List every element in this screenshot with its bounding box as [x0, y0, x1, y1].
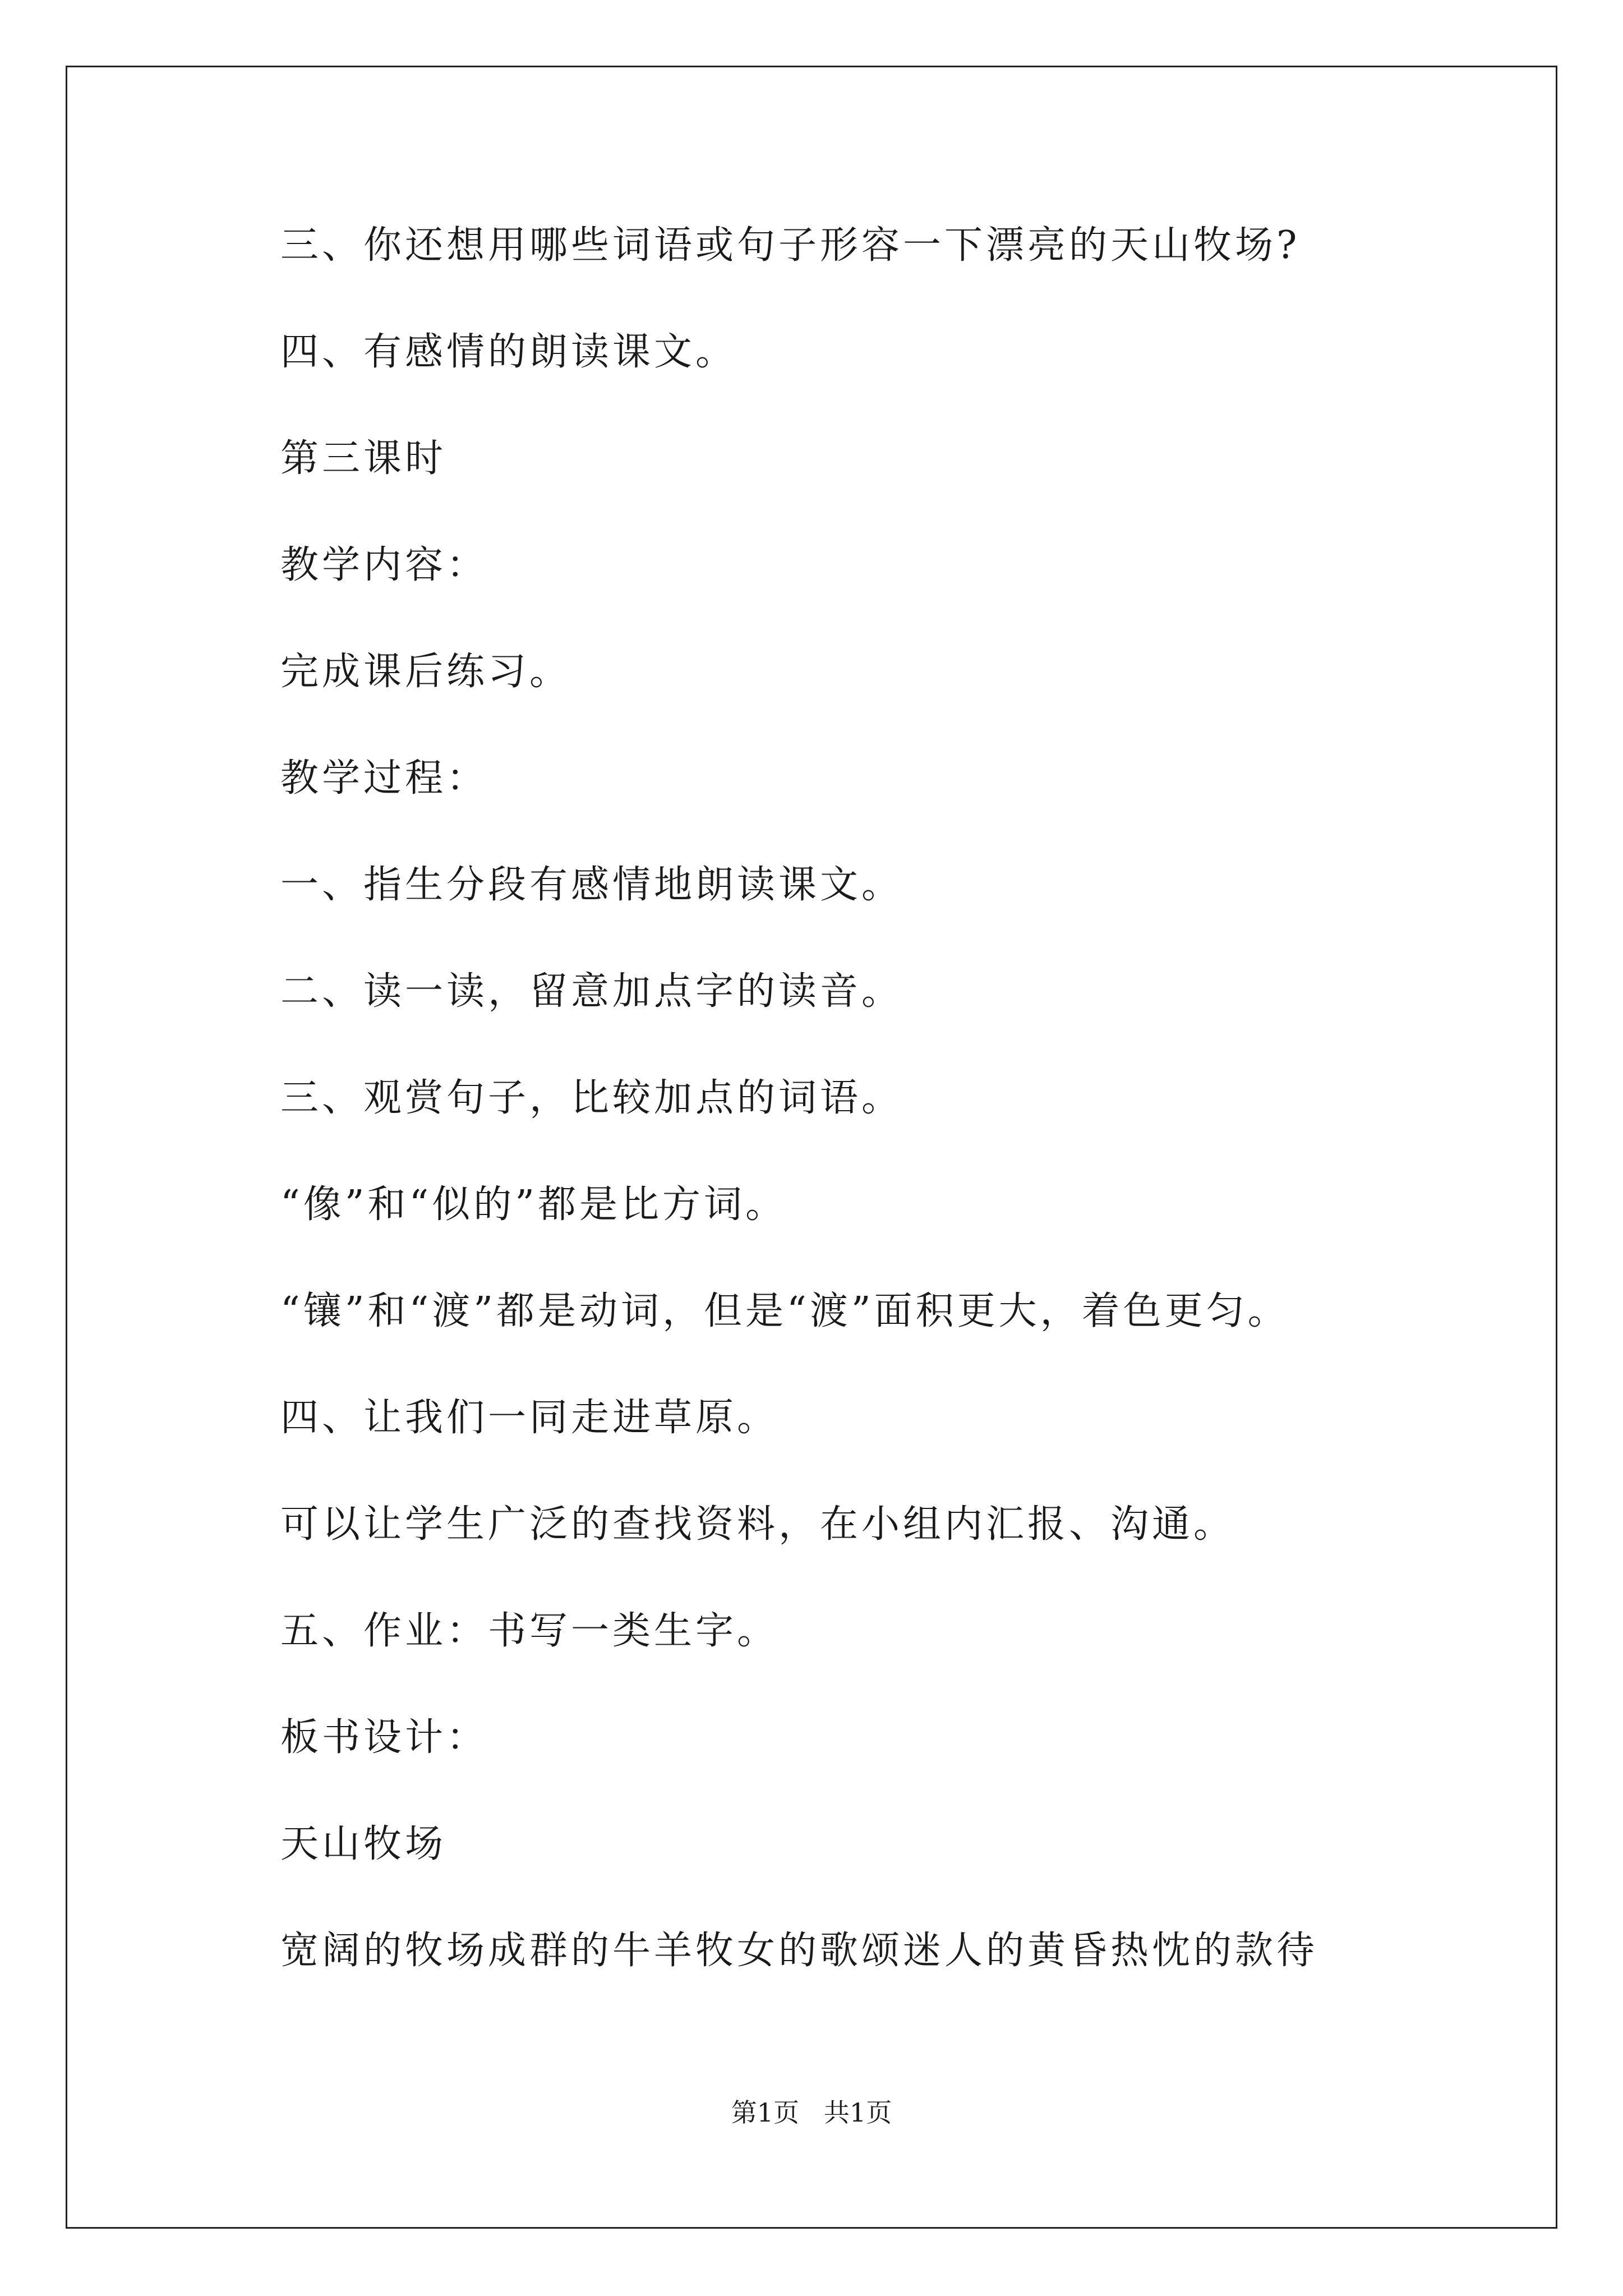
paragraph: 教学内容：: [280, 543, 488, 587]
paragraph: 五、作业：书写一类生字。: [280, 1609, 779, 1653]
paragraph: “镶”和“渡”都是动词，但是“渡”面积更大，着色更匀。: [280, 1289, 1289, 1333]
paragraph: 完成课后练习。: [280, 650, 571, 694]
paragraph: “像”和“似的”都是比方词。: [280, 1182, 787, 1227]
paragraph: 天山牧场: [280, 1822, 447, 1866]
paragraph: 四、让我们一同走进草原。: [280, 1396, 779, 1440]
paragraph: 教学过程：: [280, 756, 488, 800]
paragraph: 四、有感情的朗读课文。: [280, 330, 737, 374]
page-footer: 第1页 共1页: [731, 2097, 892, 2128]
section-heading: 第三课时: [280, 436, 447, 481]
paragraph: 一、指生分段有感情地朗读课文。: [280, 863, 903, 907]
paragraph: 宽阔的牧场成群的牛羊牧女的歌颂迷人的黄昏热忱的款待: [280, 1929, 1318, 1973]
paragraph: 二、读一读，留意加点字的读音。: [280, 969, 903, 1014]
paragraph: 板书设计：: [280, 1715, 488, 1760]
document-body: [280, 223, 1486, 2035]
paragraph: 三、观赏句子，比较加点的词语。: [280, 1076, 903, 1120]
paragraph: 三、你还想用哪些词语或句子形容一下漂亮的天山牧场?: [280, 223, 1301, 268]
paragraph: 可以让学生广泛的查找资料，在小组内汇报、沟通。: [280, 1502, 1235, 1547]
